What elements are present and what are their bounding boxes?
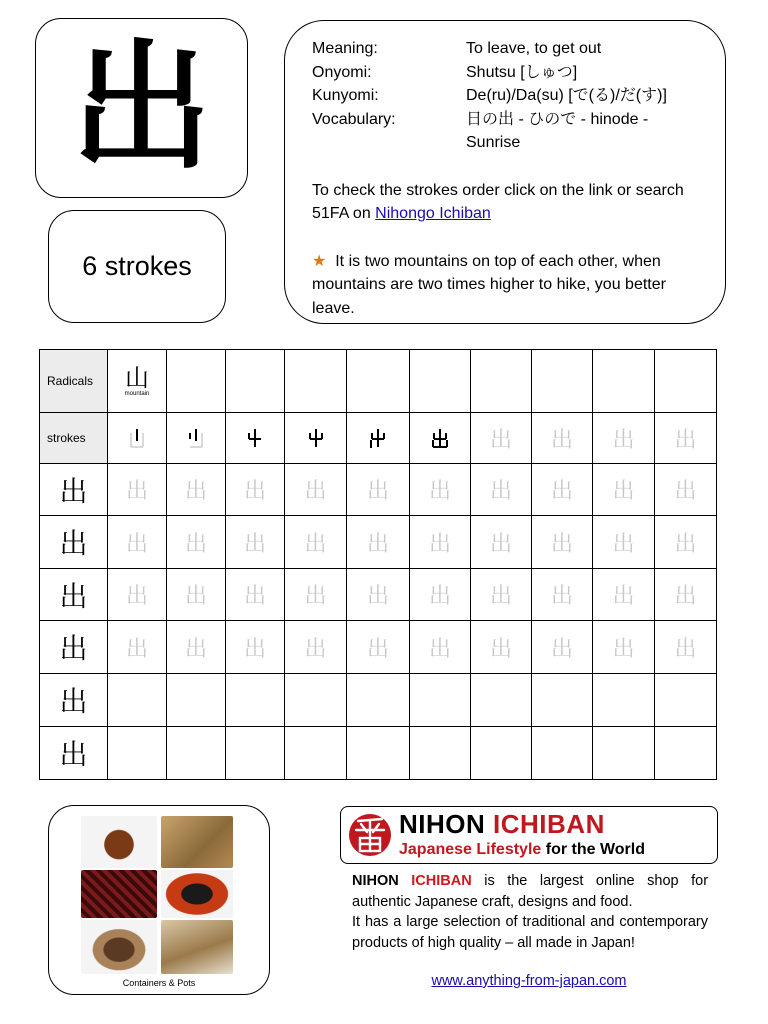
blank-cell[interactable] [226, 674, 285, 727]
practice-grid [39, 349, 717, 780]
radicals-header: Radicals [40, 350, 108, 413]
trace-cell[interactable]: 出 [593, 569, 655, 621]
meaning-value: To leave, to get out [466, 40, 602, 57]
onyomi-row [312, 61, 705, 85]
blank-cell[interactable] [655, 727, 717, 780]
mnemonic-text: It is two mountains on top of each other, when mountains are two times higher to hike, you better leave. [312, 252, 666, 317]
product-photo-trays [161, 920, 233, 974]
empty-cell [347, 350, 410, 413]
radical-char: 山 [125, 364, 149, 392]
kunyomi-row [312, 84, 705, 108]
meaning-row [312, 37, 705, 61]
trace-cell[interactable]: 出 [532, 569, 593, 621]
vocabulary-row [312, 108, 705, 155]
tagline-part-2: for the World [545, 841, 645, 858]
kunyomi-value: De(ru)/Da(su) [で(る)/だ(す)] [466, 87, 667, 104]
trace-cell[interactable]: 出 [410, 569, 471, 621]
trace-cell[interactable]: 出 [167, 621, 226, 674]
kanji-info-card [284, 20, 726, 324]
product-ad-card[interactable] [48, 805, 270, 995]
logo-word-ichiban: ICHIBAN [493, 809, 605, 839]
trace-cell[interactable]: 出 [532, 413, 593, 464]
stroke-step-1 [108, 413, 167, 464]
trace-cell[interactable]: 出 [108, 569, 167, 621]
trace-cell[interactable]: 出 [471, 464, 532, 516]
trace-cell[interactable]: 出 [285, 516, 347, 569]
blank-cell[interactable] [410, 674, 471, 727]
main-kanji: 出 [71, 26, 212, 190]
empty-cell [593, 350, 655, 413]
trace-cell[interactable]: 出 [347, 569, 410, 621]
trace-cell[interactable]: 出 [410, 516, 471, 569]
description-line-2: It has a large selection of traditional and contemporary products of high quality – all made in Japan! [352, 914, 708, 951]
empty-cell [471, 350, 532, 413]
vocabulary-value: 日の出 - ひので - hinode - Sunrise [466, 110, 649, 151]
stroke-step-3 [226, 413, 285, 464]
desc-ichiban: ICHIBAN [411, 873, 472, 889]
blank-cell[interactable] [285, 674, 347, 727]
blank-cell[interactable] [410, 727, 471, 780]
trace-cell[interactable]: 出 [593, 516, 655, 569]
strokes-header: strokes [40, 413, 108, 464]
blank-cell[interactable] [108, 674, 167, 727]
nihongo-ichiban-link[interactable]: Nihongo Ichiban [375, 205, 491, 222]
trace-cell[interactable]: 出 [108, 464, 167, 516]
vocabulary-label: Vocabulary: [312, 110, 396, 128]
logo-tagline [399, 841, 645, 859]
mnemonic [312, 250, 705, 321]
row-kanji: 出 [40, 674, 108, 727]
practice-row-3 [40, 569, 717, 621]
practice-row-6 [40, 727, 717, 780]
trace-cell[interactable]: 出 [410, 464, 471, 516]
blank-cell[interactable] [532, 727, 593, 780]
radicals-row [40, 350, 717, 413]
nihon-ichiban-logo[interactable] [340, 806, 718, 864]
blank-cell[interactable] [347, 674, 410, 727]
blank-cell[interactable] [655, 674, 717, 727]
trace-cell[interactable]: 出 [593, 464, 655, 516]
blank-cell[interactable] [108, 727, 167, 780]
stroke-order-text: To check the strokes order click on the link or search 51FA on [312, 181, 684, 222]
blank-cell[interactable] [471, 674, 532, 727]
trace-cell[interactable]: 出 [285, 621, 347, 674]
practice-row-4 [40, 621, 717, 674]
blank-cell[interactable] [226, 727, 285, 780]
trace-cell[interactable]: 出 [471, 569, 532, 621]
trace-cell[interactable]: 出 [655, 413, 717, 464]
practice-row-2 [40, 516, 717, 569]
trace-cell[interactable]: 出 [167, 464, 226, 516]
product-photo-lacquer-box [81, 870, 157, 918]
shop-url-container [340, 973, 718, 989]
blank-cell[interactable] [593, 727, 655, 780]
onyomi-value: Shutsu [しゅつ] [466, 63, 578, 81]
empty-cell [167, 350, 226, 413]
row-kanji: 出 [40, 569, 108, 621]
empty-cell [410, 350, 471, 413]
blank-cell[interactable] [471, 727, 532, 780]
trace-cell[interactable]: 出 [226, 621, 285, 674]
trace-cell[interactable]: 出 [347, 516, 410, 569]
stroke-step-2 [167, 413, 226, 464]
trace-cell[interactable]: 出 [347, 464, 410, 516]
radical-caption: mountain [124, 391, 150, 397]
empty-cell [655, 350, 717, 413]
empty-cell [532, 350, 593, 413]
trace-cell[interactable]: 出 [347, 621, 410, 674]
row-kanji: 出 [40, 464, 108, 516]
product-photo-cups [161, 816, 233, 868]
trace-cell[interactable]: 出 [655, 569, 717, 621]
radical-cell [108, 350, 167, 413]
row-kanji: 出 [40, 727, 108, 780]
star-icon: ★ [312, 252, 327, 270]
trace-cell[interactable]: 出 [167, 516, 226, 569]
trace-cell[interactable]: 出 [226, 516, 285, 569]
strokes-row [40, 413, 717, 464]
blank-cell[interactable] [593, 674, 655, 727]
shop-description [352, 871, 708, 953]
trace-cell[interactable]: 出 [532, 516, 593, 569]
product-photo-pot [81, 816, 157, 868]
stroke-count: 6 strokes [82, 251, 192, 281]
trace-cell[interactable]: 出 [471, 516, 532, 569]
desc-rest: is the largest online shop for authentic Japanese craft, designs and food. [352, 873, 709, 910]
trace-cell[interactable]: 出 [655, 464, 717, 516]
trace-cell[interactable]: 出 [285, 464, 347, 516]
trace-cell[interactable]: 出 [167, 569, 226, 621]
practice-row-5 [40, 674, 717, 727]
product-photo-basket [81, 920, 157, 974]
logo-wordmark [399, 809, 605, 840]
ad-caption: Containers & Pots [122, 978, 196, 988]
nihon-ichiban-emblem-icon [347, 810, 393, 860]
trace-cell[interactable]: 出 [593, 621, 655, 674]
trace-cell[interactable]: 出 [108, 621, 167, 674]
trace-cell[interactable]: 出 [655, 621, 717, 674]
blank-cell[interactable] [532, 674, 593, 727]
desc-nihon: NIHON [352, 873, 399, 889]
stroke-step-5 [347, 413, 410, 464]
trace-cell[interactable]: 出 [226, 464, 285, 516]
stroke-step-6 [410, 413, 471, 464]
trace-cell[interactable]: 出 [471, 621, 532, 674]
description-line-1 [352, 871, 708, 912]
shop-url-link[interactable]: www.anything-from-japan.com [431, 973, 627, 989]
kunyomi-label: Kunyomi: [312, 87, 379, 104]
stroke-step-4 [285, 413, 347, 464]
blank-cell[interactable] [285, 727, 347, 780]
practice-row-1 [40, 464, 717, 516]
trace-cell[interactable]: 出 [285, 569, 347, 621]
blank-cell[interactable] [347, 727, 410, 780]
row-kanji: 出 [40, 516, 108, 569]
kanji-card [35, 18, 248, 198]
empty-cell [285, 350, 347, 413]
row-kanji: 出 [40, 621, 108, 674]
stroke-order-note [312, 179, 705, 226]
product-photo-bowl [161, 870, 233, 918]
trace-cell[interactable]: 出 [226, 569, 285, 621]
blank-cell[interactable] [167, 727, 226, 780]
trace-cell[interactable]: 出 [410, 621, 471, 674]
trace-cell[interactable]: 出 [108, 516, 167, 569]
trace-cell[interactable]: 出 [655, 516, 717, 569]
logo-word-nihon: NIHON [399, 809, 486, 839]
trace-cell[interactable]: 出 [532, 464, 593, 516]
tagline-part-1: Japanese Lifestyle [399, 841, 542, 858]
stroke-count-card [48, 210, 226, 323]
empty-cell [226, 350, 285, 413]
blank-cell[interactable] [167, 674, 226, 727]
meaning-label: Meaning: [312, 40, 378, 57]
trace-cell[interactable]: 出 [532, 621, 593, 674]
trace-cell[interactable]: 出 [471, 413, 532, 464]
trace-cell[interactable]: 出 [593, 413, 655, 464]
onyomi-label: Onyomi: [312, 63, 372, 81]
